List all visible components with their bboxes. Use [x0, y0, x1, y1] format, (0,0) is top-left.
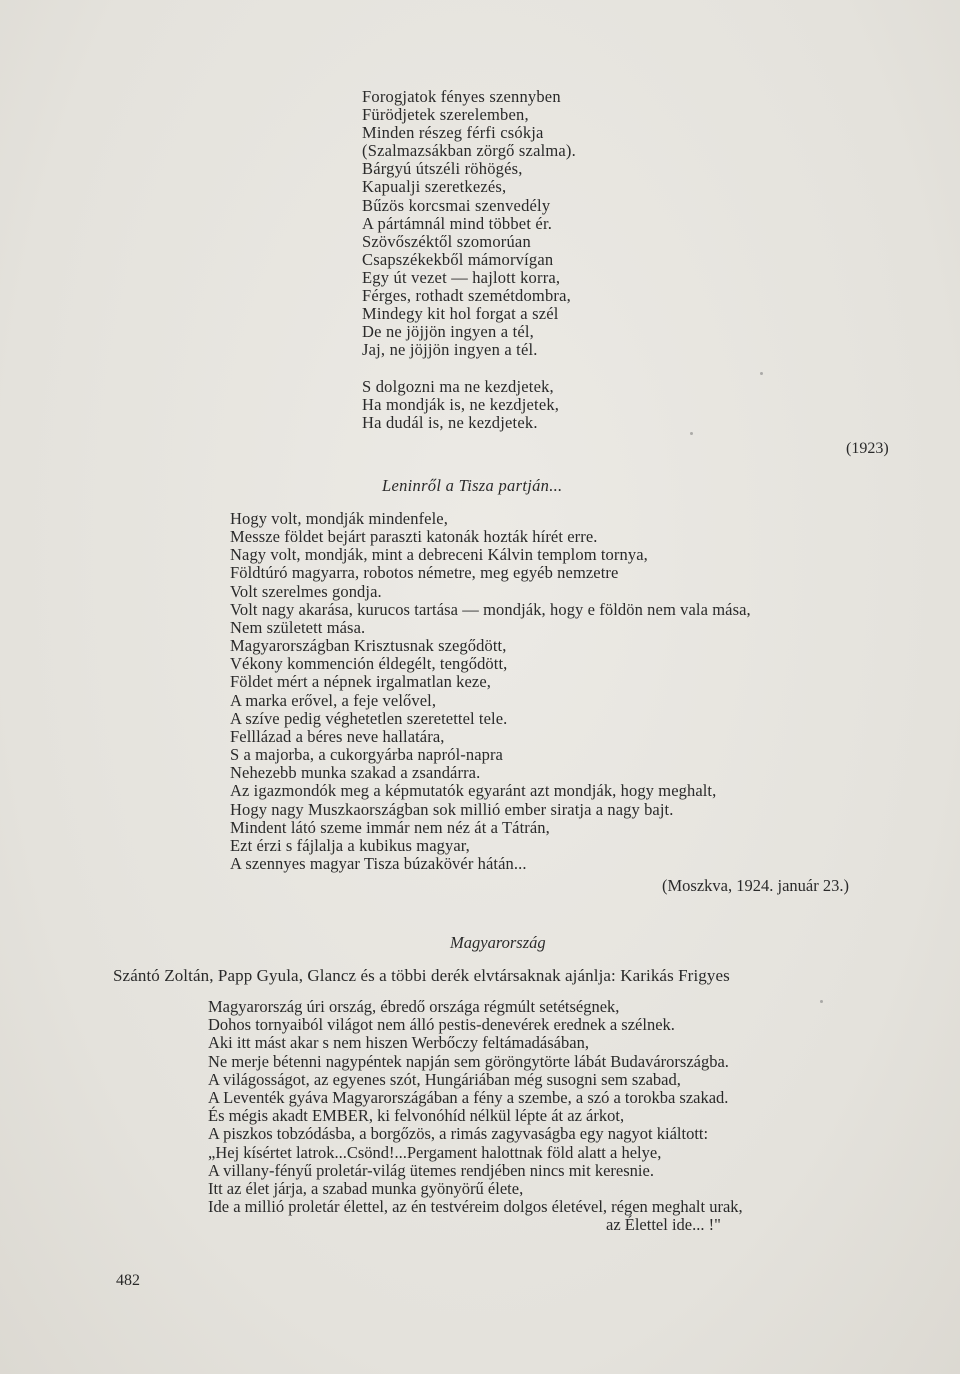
- poem-line: Messze földet bejárt paraszti katonák hozták hírét erre.: [230, 527, 598, 547]
- poem-line: Az igazmondók meg a képmutatók egyaránt azt mondják, hogy meghalt,: [230, 781, 717, 801]
- poem-3-title: Magyarország: [450, 933, 546, 952]
- poem-2-title: Leninről a Tisza partján...: [382, 476, 563, 495]
- poem-line: „Hej kísértet latrok...Csönd!...Pergament halottnak föld alatt a helye,: [208, 1142, 662, 1162]
- poem-line: Fürödjetek szerelemben,: [362, 105, 529, 125]
- poem-line: Minden részeg férfi csókja: [362, 123, 544, 143]
- poem-2-date: (Moszkva, 1924. január 23.): [662, 876, 849, 895]
- poem-line: Nehezebb munka szakad a zsandárra.: [230, 763, 481, 783]
- poem-line: Nagy volt, mondják, mint a debreceni Kálvin templom tornya,: [230, 545, 648, 565]
- poem-line: Ezt érzi s fájlalja a kubikus magyar,: [230, 835, 470, 855]
- poem-line: Földet mért a népnek irgalmatlan keze,: [230, 672, 491, 692]
- poem-line: Volt szerelmes gondja.: [230, 581, 382, 601]
- poem-line: S a majorba, a cukorgyárba napról-napra: [230, 745, 503, 765]
- poem-line: Csapszékekből mámorvígan: [362, 249, 554, 269]
- poem-line: Férges, rothadt szemétdombra,: [362, 286, 571, 306]
- poem-line: Ide a millió proletár élettel, az én testvéreim dolgos életével, régen meghalt urak,: [208, 1197, 743, 1217]
- poem-1-stanza-2: [362, 378, 559, 433]
- poem-line: Aki itt mást akar s nem hiszen Werbőczy feltámadásában,: [208, 1033, 589, 1053]
- poem-line: Ne merje bétenni nagypéntek napján sem göröngytörte lábát Budavárországba.: [208, 1051, 729, 1071]
- poem-line: Forogjatok fényes szennyben: [362, 87, 561, 106]
- poem-line: Nem született mása.: [230, 617, 366, 637]
- poem-line: Szövőszéktől szomorúan: [362, 231, 531, 251]
- poem-line: És mégis akadt EMBER, ki felvonóhíd nélkül lépte át az árkot,: [208, 1106, 625, 1126]
- poem-line: A szennyes magyar Tisza búzakövér hátán...: [230, 853, 527, 873]
- poem-1-stanza-1: [362, 88, 576, 359]
- poem-line: Magyarországban Krisztusnak szegődött,: [230, 636, 507, 656]
- poem-line: A marka erővel, a feje velővel,: [230, 690, 437, 710]
- poem-3-dedication: Szántó Zoltán, Papp Gyula, Glancz és a többi derék elvtársaknak ajánlja: Karikás Frigyes: [113, 966, 730, 985]
- poem-line: (Szalmazsákban zörgő szalma).: [362, 141, 576, 161]
- poem-line: A villany-fényű proletár-világ ütemes rendjében nincs mit keresnie.: [208, 1160, 654, 1180]
- poem-line: A világosságot, az egyenes szót, Hungáriában még susogni sem szabad,: [208, 1069, 681, 1089]
- poem-last-line: az Élettel ide... !": [606, 1215, 721, 1235]
- poem-line: Felllázad a béres neve hallatára,: [230, 726, 445, 746]
- poem-line: Itt az élet járja, a szabad munka gyönyörű élete,: [208, 1179, 524, 1199]
- poem-line: Kapualji szeretkezés,: [362, 177, 507, 197]
- poem-line: Hogy volt, mondják mindenfele,: [230, 509, 448, 528]
- paper-speck: [820, 1000, 823, 1003]
- poem-line: Ha dudál is, ne kezdjetek.: [362, 413, 538, 433]
- poem-line: Bűzös korcsmai szenvedély: [362, 195, 551, 215]
- poem-1-date: (1923): [846, 440, 889, 457]
- poem-line: Hogy nagy Muszkaországban sok millió ember siratja a nagy bajt.: [230, 799, 674, 819]
- poem-line: Volt nagy akarása, kurucos tartása — mondják, hogy e földön nem vala mása,: [230, 599, 751, 619]
- poem-line: Dohos tornyaiból világot nem álló pestis-denevérek erednek a szélnek.: [208, 1015, 675, 1035]
- poem-line: Földtúró magyarra, robotos németre, meg egyéb nemzetre: [230, 563, 619, 583]
- poem-line: A piszkos tobzódásba, a borgőzös, a rimás zagyvaságba egy nagyot kiáltott:: [208, 1124, 709, 1144]
- poem-line: Jaj, ne jöjjön ingyen a tél.: [362, 340, 538, 360]
- poem-line: Egy út vezet — hajlott korra,: [362, 267, 561, 287]
- poem-line: De ne jöjjön ingyen a tél,: [362, 322, 534, 342]
- poem-line: Mindent látó szeme immár nem néz át a Tátrán,: [230, 817, 550, 837]
- poem-line: A Leventék gyáva Magyarországában a fény a szembe, a szó a torokba szakad.: [208, 1088, 729, 1108]
- poem-line: Ha mondják is, ne kezdjetek,: [362, 395, 560, 415]
- poem-line: Vékony kommención éldegélt, tengődött,: [230, 654, 508, 674]
- poem-line: A szíve pedig véghetetlen szeretettel tele.: [230, 708, 508, 728]
- poem-line: Mindegy kit hol forgat a szél: [362, 304, 559, 324]
- paper-speck: [760, 372, 763, 375]
- poem-line: Magyarország úri ország, ébredő országa régmúlt setétségnek,: [208, 997, 620, 1016]
- poem-line: A pártámnál mind többet ér.: [362, 213, 553, 233]
- poem-3-body: [208, 998, 743, 1235]
- paper-speck: [690, 432, 693, 435]
- page-number: 482: [116, 1272, 140, 1289]
- poem-line: S dolgozni ma ne kezdjetek,: [362, 377, 554, 396]
- poem-line: Bárgyú útszéli röhögés,: [362, 159, 523, 179]
- poem-2-body: [230, 510, 751, 873]
